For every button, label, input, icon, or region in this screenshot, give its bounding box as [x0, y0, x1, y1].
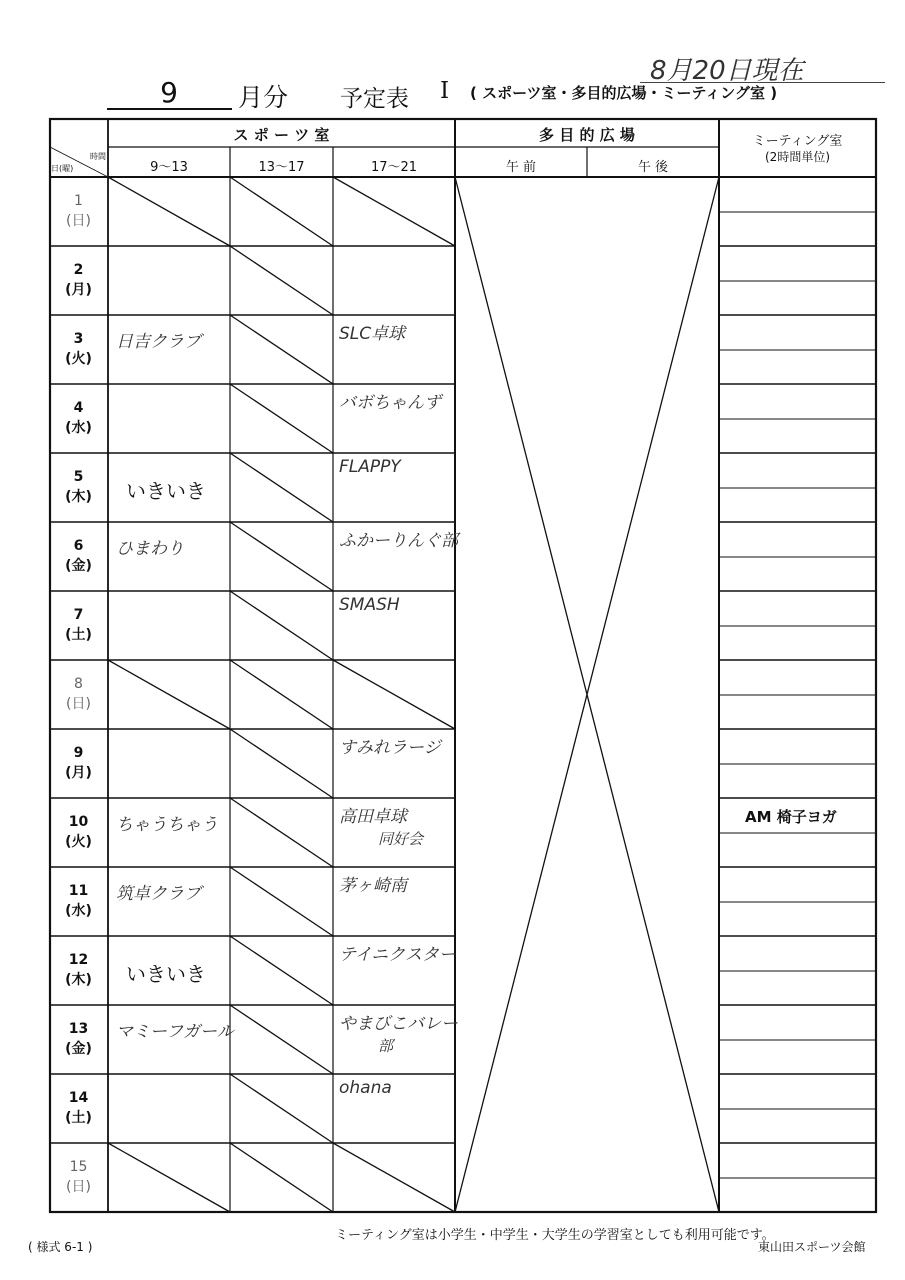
day-of-week: (日) [66, 696, 91, 712]
closed-slot-slash [333, 660, 455, 729]
as-of-date: 8月20日現在 [650, 56, 804, 86]
day-label [50, 536, 107, 576]
slot-17-21-entry: バボちゃんず [339, 393, 441, 413]
day-of-week: (土) [65, 1110, 92, 1126]
day-label [50, 743, 107, 783]
day-number: 8 [74, 676, 83, 692]
day-of-week: (日) [66, 213, 91, 229]
day-of-week: (木) [65, 972, 92, 988]
meeting-room-entry: AM 椅子ヨガ [745, 808, 837, 826]
slot-17-21-entry: SMASH [339, 595, 400, 615]
slot-9-13-entry: いきいき [126, 479, 206, 503]
header-afternoon: 午 後 [637, 160, 669, 175]
day-number: 2 [73, 262, 84, 278]
slot-17-21-entry: SLC卓球 [339, 324, 406, 344]
header-day-label: 日(曜) [51, 164, 74, 173]
slot-9-13-entry: ひまわり [116, 539, 184, 559]
day-of-week: (日) [66, 1179, 91, 1195]
closed-slot-slash [230, 591, 333, 660]
header-multi-plaza: 多 目 的 広 場 [539, 126, 635, 144]
day-of-week: (金) [65, 558, 92, 574]
day-of-week: (火) [65, 834, 92, 850]
day-label [50, 812, 107, 852]
month-unit: 月分 [238, 83, 289, 112]
closed-slot-slash [230, 246, 333, 315]
header-slot-9-13: 9〜13 [150, 160, 188, 175]
closed-slot-slash [230, 798, 333, 867]
plaza-closed-cross [455, 177, 719, 1212]
day-number: 1 [74, 193, 83, 209]
closed-slot-slash [108, 660, 230, 729]
day-label [50, 674, 107, 714]
day-number: 5 [73, 469, 84, 485]
month-number: 9 [160, 76, 178, 109]
closed-slot-slash [230, 522, 333, 591]
day-number: 7 [73, 607, 84, 623]
slot-17-21-entry: FLAPPY [339, 457, 401, 477]
day-number: 11 [68, 883, 89, 899]
closed-slot-slash [230, 1074, 333, 1143]
header-meeting-note: (2時間単位) [765, 150, 830, 164]
closed-slot-slash [333, 1143, 455, 1212]
day-of-week: (火) [65, 351, 92, 367]
day-of-week: (土) [65, 627, 92, 643]
title-roman-numeral: I [440, 78, 450, 104]
closed-slot-slash [230, 867, 333, 936]
day-of-week: (木) [65, 489, 92, 505]
day-number: 14 [68, 1090, 89, 1106]
day-number: 13 [68, 1021, 89, 1037]
header-sports-room: ス ポ ー ツ 室 [233, 126, 330, 144]
closed-slot-slash [230, 1005, 333, 1074]
day-label [50, 467, 107, 507]
slot-17-21-entry: やまびこバレー [339, 1014, 458, 1034]
day-label [50, 1019, 107, 1059]
day-label [50, 329, 107, 369]
slot-9-13-entry: いきいき [126, 962, 206, 986]
header-time-label: 時間 [90, 152, 106, 161]
closed-slot-slash [230, 729, 333, 798]
slot-9-13-entry: ちゃうちゃう [116, 815, 218, 835]
day-number: 3 [73, 331, 84, 347]
day-number: 12 [68, 952, 89, 968]
closed-slot-slash [230, 384, 333, 453]
day-label [50, 191, 107, 231]
slot-9-13-entry: 日吉クラブ [116, 332, 201, 352]
header-slot-13-17: 13〜17 [258, 160, 305, 175]
day-label [50, 605, 107, 645]
slot-17-21-entry: 高田卓球 [339, 807, 407, 827]
day-number: 6 [73, 538, 84, 554]
closed-slot-slash [230, 660, 333, 729]
day-label [50, 260, 107, 300]
day-of-week: (金) [65, 1041, 92, 1057]
as-of-underline [640, 82, 885, 83]
month-underline [107, 108, 232, 110]
slot-9-13-entry: マミーフガール [116, 1022, 234, 1042]
table-border [50, 119, 876, 1212]
day-label [50, 398, 107, 438]
page-title: 予定表 [340, 86, 409, 112]
closed-slot-slash [108, 177, 230, 246]
closed-slot-slash [230, 453, 333, 522]
day-of-week: (水) [65, 420, 92, 436]
slot-17-21-entry-line2: 部 [378, 1037, 394, 1055]
slot-9-13-entry: 筑卓クラブ [116, 884, 201, 904]
plaza-closed-cross [455, 177, 719, 1212]
day-label [50, 1088, 107, 1128]
slot-17-21-entry-line2: 同好会 [378, 830, 424, 848]
day-label [50, 881, 107, 921]
closed-slot-slash [230, 315, 333, 384]
closed-slot-slash [230, 177, 333, 246]
slot-17-21-entry: すみれラージ [339, 738, 441, 758]
day-number: 10 [68, 814, 89, 830]
slot-17-21-entry: ohana [339, 1078, 392, 1098]
closed-slot-slash [333, 177, 455, 246]
closed-slot-slash [230, 936, 333, 1005]
day-number: 4 [73, 400, 84, 416]
page-subtitle: ( スポーツ室・多目的広場・ミーティング室 ) [470, 84, 778, 102]
day-of-week: (月) [65, 765, 92, 781]
day-of-week: (水) [65, 903, 92, 919]
closed-slot-slash [108, 1143, 230, 1212]
footer-note: ミーティング室は小学生・中学生・大学生の学習室としても利用可能です。 [335, 1228, 775, 1243]
slot-17-21-entry: 茅ヶ崎南 [339, 876, 407, 896]
header-slot-17-21: 17〜21 [370, 160, 418, 175]
organization-name: 東山田スポーツ会館 [758, 1240, 866, 1254]
header-morning: 午 前 [505, 160, 537, 175]
header-meeting-room: ミーティング室 [752, 134, 843, 149]
closed-slot-slash [230, 1143, 333, 1212]
slot-17-21-entry: ふかーりんぐ部 [339, 531, 458, 551]
day-number: 9 [73, 745, 84, 761]
form-number: ( 様式 6-1 ) [28, 1240, 93, 1254]
slot-17-21-entry: テイニクスター [339, 945, 456, 965]
day-label [50, 950, 107, 990]
day-number: 15 [69, 1159, 88, 1175]
day-label [50, 1157, 107, 1197]
day-of-week: (月) [65, 282, 92, 298]
